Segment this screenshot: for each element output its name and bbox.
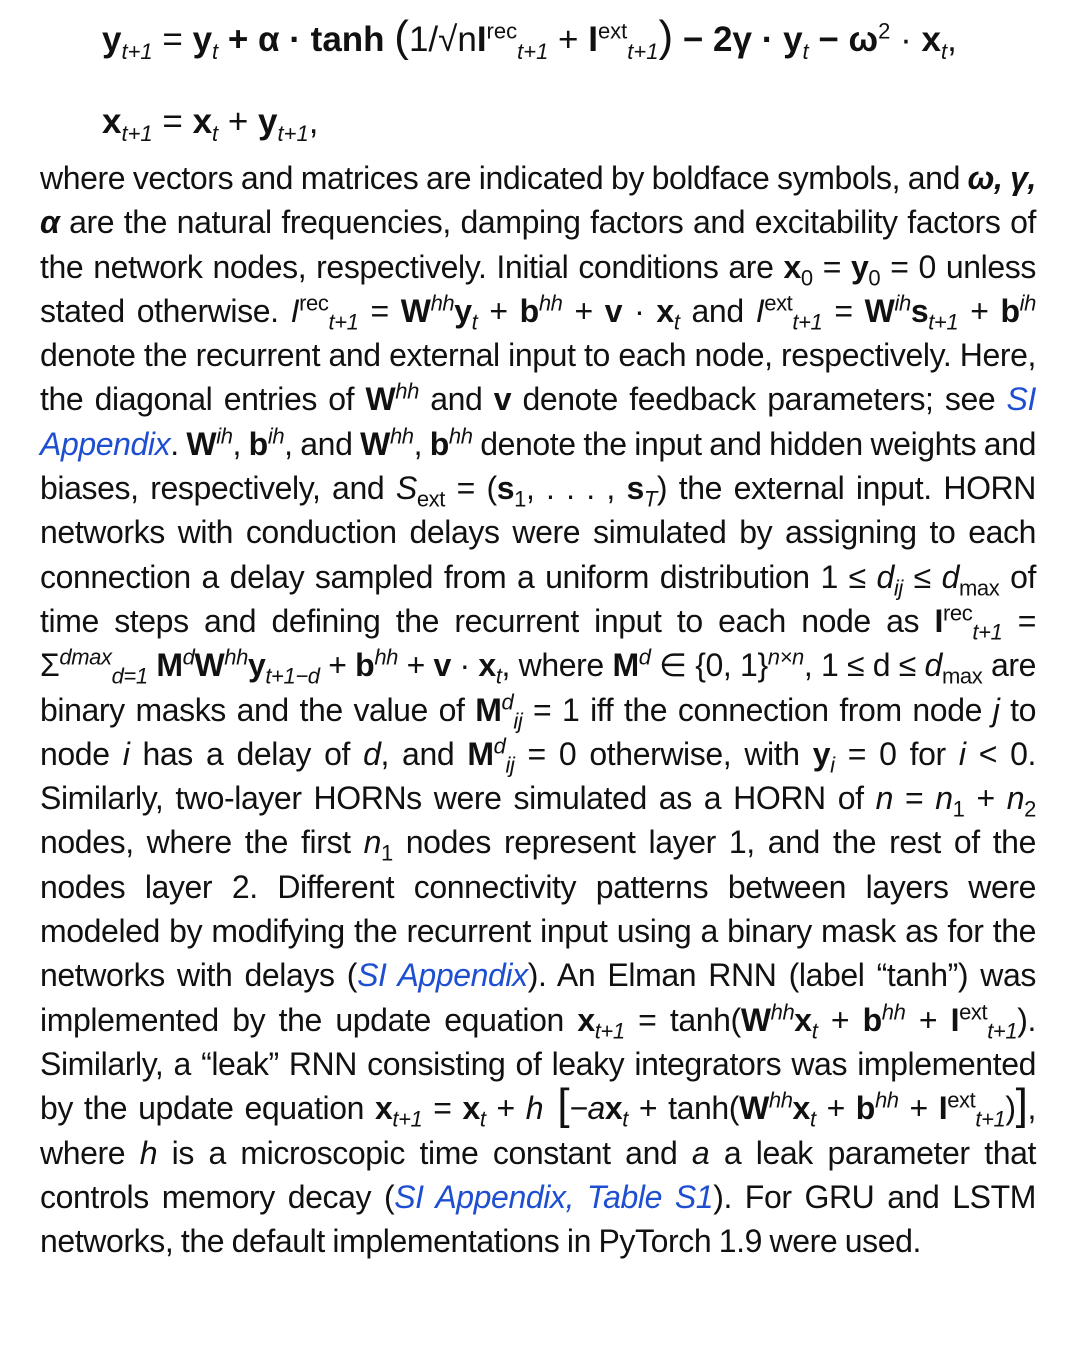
eq1-lhs-sub: t+1 [121,39,153,64]
text-run: a leak parameter that controls memory decay ( [40,1134,1036,1215]
dmax2-sub: max [941,663,983,689]
text-run: = Σ [40,602,1036,684]
eq1-y2-sub: t [802,39,809,64]
text-run: denote feedback parameters; see [511,381,1007,418]
eq1-gamma: − 2γ · [673,20,784,59]
xt2-symbol: x [478,647,496,684]
text-run: , where [40,1090,1036,1171]
bhh-symbol: b [519,292,539,329]
v-symbol: v [604,292,623,329]
text-run: nodes represent layer 1, and the rest of the nodes layer 2. Different connectivity patterns between layers were modeled by modifying the recurrent input using a binary mask as for the networks with delays ( [40,824,1036,994]
irec2-sub: t+1 [972,619,1003,645]
text-run: ) [1005,1090,1016,1127]
xt1-symbol: x [577,1001,595,1038]
xt6-sub: t [622,1106,629,1132]
bhh4-symbol: b [862,1001,882,1038]
text-run: = [358,292,401,329]
eq1-dot: · [890,20,922,59]
eq1-rparen: ) [658,12,674,61]
text-run: + [562,292,605,329]
text-run: of time steps and defining the recurrent input to each node as [40,558,1036,639]
iext-symbol: I [755,292,765,329]
methods-paragraph [40,156,1036,1263]
mdij2-sub: ij [505,752,515,778]
eq2-end: , [308,102,319,141]
text-run: ≤ [902,558,942,595]
i2-symbol: i [958,735,966,772]
xt5-sub: t [479,1106,486,1132]
si-appendix-table-link[interactable]: SI Appendix, Table S1 [394,1178,714,1215]
bhh2-symbol: b [429,425,449,462]
si-appendix-link[interactable]: SI Appendix [40,381,1036,462]
j-symbol: j [992,691,1000,728]
eq1-alpha-tanh: + α · tanh [218,20,395,59]
eq1-x-sub: t [940,39,948,64]
sum-sub: d=1 [111,663,148,689]
x0-symbol: x [783,248,801,285]
whh5-sup: hh [770,998,795,1024]
text-run: · [622,292,657,329]
text-run: = 0 for [834,735,959,772]
text-run: + [397,647,434,684]
text-run: ). Similarly, a “leak” RNN consisting of leaky integrators was implemented by the update equation [40,1001,1036,1127]
mdij2-symbol: M [467,735,494,772]
text-run: , and [380,735,468,772]
mdij2-sup: d [493,733,506,759]
whh6-symbol: W [739,1090,769,1127]
irec2-sup: rec [943,600,973,626]
dmax2-symbol: d [924,647,942,684]
text-run: = ( [444,470,497,507]
sT-symbol: s [626,470,644,507]
sum-sup: dmax [59,644,112,670]
text-run: and [679,292,756,329]
eq1-y-sub: t [212,39,219,64]
text-run: + tanh( [628,1090,740,1127]
s1-symbol: s [496,470,515,507]
eq1-lhs: y [102,20,122,59]
text-run: = 0 unless stated otherwise. [40,248,1036,329]
text-run: + [905,1001,951,1038]
eq1-end: , [947,20,957,59]
eq1-I1: I [476,20,487,59]
h-symbol: h [525,1090,544,1127]
eq1-I2: I [588,20,598,59]
xt2-sub: t [495,663,502,689]
equation-block [102,12,1022,146]
h2-symbol: h [139,1134,158,1171]
whh6-sup: hh [768,1087,793,1113]
dmax-sub: max [958,575,1000,601]
s1-sub: 1 [514,486,526,512]
text-run: + [319,647,356,684]
eq2-y: y [258,102,278,141]
dij-sub: ij [893,575,903,601]
text-run: = [422,1090,463,1127]
equation-x-update [102,98,1022,146]
wih-sup: ih [894,290,911,316]
n1b-symbol: n [363,824,381,861]
text-run: + [958,292,1001,329]
text-run: denote the input and hidden weights and biases, respectively, and [40,425,1036,507]
n1-symbol: n [935,780,953,817]
eq1-I2-sup: ext [597,18,628,44]
text-run: + [817,1001,863,1038]
whh2-symbol: W [365,381,396,418]
n2-symbol: n [1006,780,1025,817]
text-run: = 0 otherwise, with [514,735,813,772]
text-run: , [413,425,430,462]
iext2-sup: ext [959,998,988,1024]
iext3-symbol: I [938,1090,948,1127]
text-run: denote the recurrent and external input to each node, respectively. Here, the diagonal entries of [40,337,1036,418]
eq1-x: x [921,20,941,59]
y0-symbol: y [850,248,869,285]
xt3-sub: t [811,1018,818,1044]
eq1-omega: − ω [808,20,879,59]
iext3-sub: t+1 [975,1106,1006,1132]
ytd-symbol: y [247,647,266,684]
whh3-symbol: W [360,425,390,462]
text-run: ∈ {0, 1} [650,647,768,684]
left-bracket: [ [543,1080,570,1130]
mdij-sup: d [501,688,514,714]
bhh3-symbol: b [355,647,375,684]
bhh3-sup: hh [374,644,398,670]
text-run: are binary masks and the value of [40,647,1036,728]
eq2-y-sub: t+1 [277,121,309,146]
bhh5-symbol: b [855,1090,875,1127]
eq1-frac: 1/√n [408,20,477,59]
y0-sub: 0 [868,264,881,290]
whh4-symbol: W [194,647,225,684]
eq1-I1-sub: t+1 [517,39,549,64]
text-run: = [812,248,851,285]
n1b-sub: 1 [380,840,393,866]
wih-symbol: W [864,292,895,329]
v3-symbol: v [433,647,451,684]
irec-symbol: I [290,292,300,329]
md2-symbol: M [612,647,639,684]
mdij-sub: ij [513,707,523,733]
text-run: , and [284,425,361,462]
eq2-x: x [192,102,213,141]
md-symbol: M [156,647,183,684]
iext-sub: t+1 [792,309,823,335]
wih2-sup: ih [216,423,233,449]
n2-sub: 2 [1024,796,1036,822]
text-run: , . . . , [525,470,627,507]
xt-symbol: x [656,292,674,329]
yi-symbol: y [812,735,831,772]
text-run: and [418,381,494,418]
sT-sub: T [643,486,657,512]
text-run: + [477,292,520,329]
eq1-I1-sup: rec [486,18,518,44]
greek-params: ω, γ, α [40,160,1036,241]
mdij-symbol: M [475,691,502,728]
right-bracket: ] [1015,1080,1028,1130]
irec-sup: rec [299,290,329,316]
eq2-plus: + [218,102,259,141]
st-sub: t+1 [928,309,959,335]
xt4-symbol: x [374,1090,393,1127]
eq2-x-sub: t [212,121,219,146]
text-run: = 1 iff the connection from node [522,691,993,728]
bhh5-sup: hh [874,1087,899,1113]
text-run: ). An Elman RNN (label “tanh”) was implemented by the update equation [40,957,1036,1038]
xt7-sub: t [809,1106,816,1132]
text-run: has a delay of [129,735,364,772]
whh-sup: hh [430,290,455,316]
eq2-lhs: x [102,102,122,141]
whh2-sup: hh [395,378,419,404]
xt6-symbol: x [604,1090,623,1127]
eq1-plus: + [548,20,589,59]
ytd-sub: t+1−d [265,663,320,689]
d-symbol: d [363,735,381,772]
bih-symbol: b [1000,292,1020,329]
eq1-y: y [192,20,213,59]
eq2-lhs-sub: t+1 [121,121,153,146]
text-run: are the natural frequencies, damping factors and excitability factors of the network nodes, respectively. Initial conditions are [40,204,1036,285]
text-run: , [232,425,249,462]
yt-symbol: y [454,292,472,329]
md2-sup: d [638,644,651,670]
bih-sup: ih [1019,290,1036,316]
text-run: ) the external input. HORN networks with conduction delays were simulated by assigning to each connection a delay sampled from a uniform distribution 1 ≤ [40,470,1036,595]
bhh4-sup: hh [881,998,906,1024]
text-run: < 0. Similarly, two-layer HORNs were simulated as a HORN of [40,735,1036,817]
n1-sub: 1 [952,796,965,822]
text-run: is a microscopic time constant and [157,1134,692,1171]
eq1-I2-sub: t+1 [627,39,659,64]
text-run: . [170,425,187,462]
i-symbol: i [122,735,130,772]
bhh-sup: hh [538,290,563,316]
text-run: = [893,780,936,817]
bih2-sup: ih [267,423,285,449]
text-run: + [485,1090,526,1127]
xt4-sub: t+1 [392,1106,423,1132]
paper-page [40,0,1036,1351]
eq1-omega-sup: 2 [878,18,891,44]
text-run: + [964,780,1007,817]
eq1-eq: = [152,20,193,59]
n-symbol: n [875,780,893,817]
wih2-symbol: W [186,425,217,462]
eq1-lparen: ( [394,12,409,61]
a-symbol: a [691,1134,710,1171]
irec-sub: t+1 [328,309,359,335]
iext-sup: ext [764,290,793,316]
v2-symbol: v [493,381,512,418]
whh-symbol: W [400,292,431,329]
text-run: = tanh( [624,1001,741,1038]
sext-sub: ext [416,486,445,512]
bhh2-sup: hh [448,423,473,449]
text-run: , where [501,647,613,684]
iext3-sup: ext [947,1087,976,1113]
iext2-symbol: I [950,1001,960,1038]
text-run: + [815,1090,856,1127]
text-run: · [450,647,479,684]
irec2-symbol: I [934,602,943,639]
text-run: −a [569,1090,605,1127]
dij-symbol: d [876,558,894,595]
text-run: + [898,1090,939,1127]
text-run: = [822,292,865,329]
xt5-symbol: x [462,1090,480,1127]
st-symbol: s [910,292,929,329]
bih2-symbol: b [248,425,268,462]
set-sup: n×n [767,644,804,670]
whh4-sup: hh [224,644,248,670]
iext2-sub: t+1 [987,1018,1018,1044]
eq1-y2: y [783,20,803,59]
text-run: ). For GRU and LSTM networks, the default implementations in PyTorch 1.9 were used. [40,1178,1036,1260]
whh5-symbol: W [740,1001,771,1038]
text-run: to node [40,691,1036,772]
x0-sub: 0 [800,264,813,290]
equation-y-update [102,12,1022,64]
text-run: nodes, where the first [40,824,364,861]
text-run: , 1 ≤ d ≤ [803,647,925,684]
xt7-symbol: x [792,1090,810,1127]
md-sup: d [182,644,195,670]
sext-symbol: S [395,470,417,507]
dmax-symbol: d [941,558,959,595]
eq2-eq: = [152,102,193,141]
xt3-symbol: x [794,1001,812,1038]
xt-sub: t [673,309,680,335]
si-appendix-link-2[interactable]: SI Appendix [357,957,528,994]
yt-sub: t [471,309,478,335]
text-run: where vectors and matrices are indicated by boldface symbols, and [40,160,968,196]
whh3-sup: hh [389,423,414,449]
yi-sub: i [830,752,835,778]
xt1-sub: t+1 [594,1018,625,1044]
